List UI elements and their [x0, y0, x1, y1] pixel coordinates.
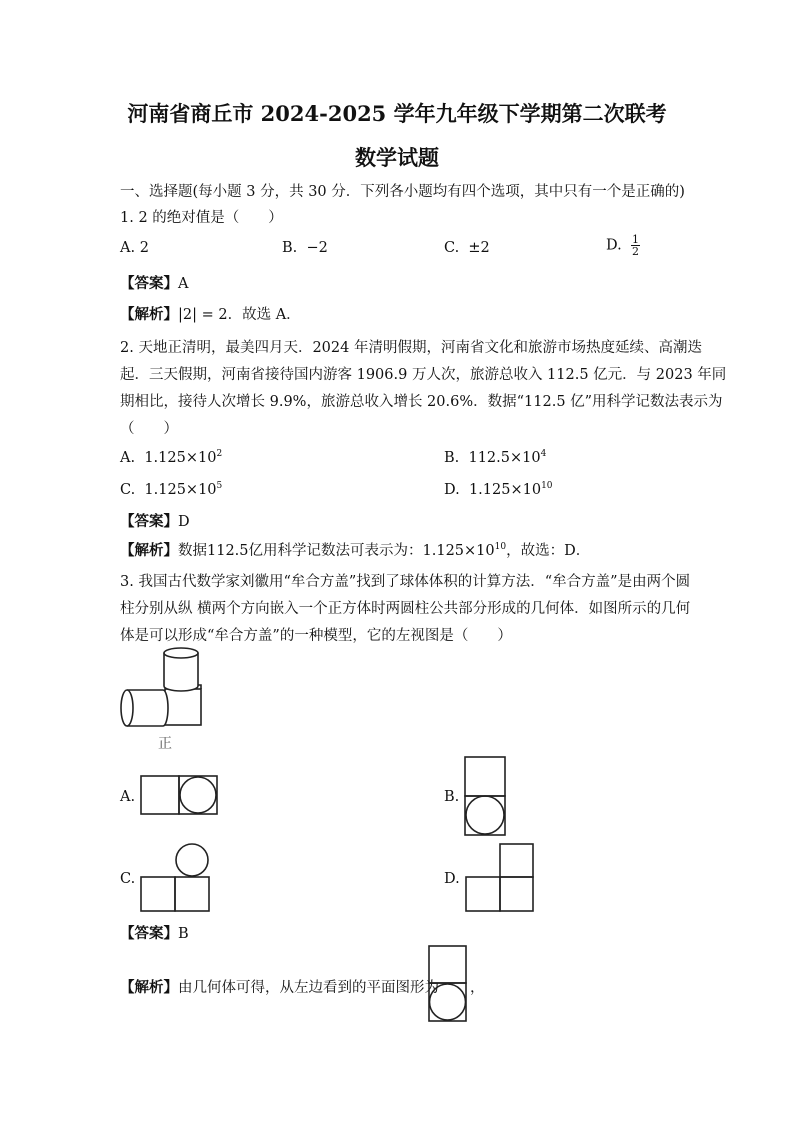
- q3-option-d-figure: [465, 843, 535, 913]
- cube-front-face: [165, 689, 201, 725]
- square: [500, 844, 533, 877]
- q1-option-b: [282, 240, 328, 256]
- section-heading: 一、选择题(每小题 3 分，共 30 分．下列各小题均有四个选项，其中只有一个是正确的): [120, 184, 685, 200]
- q3-option-b-figure: [464, 756, 506, 836]
- q3-option-b-label: B.: [444, 789, 460, 805]
- option-value: ±2: [468, 240, 490, 256]
- square: [466, 877, 500, 911]
- fraction: [631, 234, 640, 257]
- q2-line-2: 起．三天假期，河南省接待国内游客 1906.9 万人次，旅游总收入 112.5 亿元．与 2023 年同: [120, 367, 727, 383]
- q3-line-3: 体是可以形成“牟合方盖”的一种模型，它的左视图是（ ）: [120, 628, 512, 644]
- option-label: C.: [120, 481, 136, 498]
- q2-line-3: 期相比，接待人次增长 9.9%，旅游总收入增长 20.6%．数据“112.5 亿”用科学记数法表示为: [120, 394, 723, 410]
- q2-option-b: [444, 449, 546, 466]
- option-label: B.: [444, 449, 460, 466]
- q3-analysis-end: ，: [470, 980, 485, 996]
- front-view-label: 正: [158, 736, 172, 752]
- square: [500, 877, 533, 911]
- option-label: C.: [444, 240, 460, 256]
- q3-option-a-figure: [140, 775, 220, 815]
- answer-tag: 【答案】: [120, 275, 178, 292]
- solid-model-figure: [115, 645, 215, 740]
- q1-option-c: [444, 240, 490, 256]
- q1-answer: [120, 272, 188, 293]
- option-base: 1.125×10: [144, 449, 217, 466]
- option-label: B.: [282, 240, 298, 256]
- q1-stem: 1. 2 的绝对值是（ ）: [120, 210, 283, 226]
- option-label: A.: [120, 449, 136, 466]
- circle: [430, 984, 466, 1020]
- q2-analysis: [120, 539, 590, 560]
- analysis-tag: 【解析】: [120, 979, 178, 996]
- answer-value: A: [178, 276, 189, 292]
- horizontal-cylinder-end: [121, 690, 133, 726]
- exam-subtitle: 数学试题: [355, 145, 439, 170]
- option-base: 112.5×10: [468, 449, 541, 466]
- square: [141, 776, 179, 814]
- q2-option-c: [120, 481, 222, 498]
- circle: [466, 796, 504, 834]
- exam-title: 河南省商丘市 2024-2025 学年九年级下学期第二次联考: [127, 101, 667, 126]
- analysis-text: 数据112.5亿用科学记数法可表示为：: [178, 543, 423, 559]
- analysis-tag: 【解析】: [120, 306, 178, 323]
- q3-line-1: 3. 我国古代数学家刘徽用“牟合方盖”找到了球体体积的计算方法．“牟合方盖”是由两个圆: [120, 574, 691, 590]
- analysis-math: 1.125×10: [422, 543, 495, 559]
- q1-option-d: [606, 234, 640, 257]
- square: [141, 877, 175, 911]
- answer-tag: 【答案】: [120, 925, 178, 942]
- answer-tag: 【答案】: [120, 513, 178, 530]
- fraction-denominator: 2: [631, 245, 639, 258]
- option-base: 1.125×10: [144, 481, 217, 498]
- square: [179, 776, 217, 814]
- q3-option-d-label: D.: [444, 871, 460, 887]
- analysis-tag: 【解析】: [120, 542, 178, 559]
- option-label: D.: [606, 237, 622, 254]
- vertical-cylinder-top: [164, 648, 198, 658]
- analysis-exponent: 10: [494, 542, 507, 553]
- answer-value: B: [178, 926, 189, 942]
- square: [429, 946, 466, 983]
- answer-value: D: [178, 514, 190, 530]
- q3-analysis: [120, 976, 439, 997]
- fraction-numerator: 1: [631, 233, 639, 246]
- option-exponent: 4: [540, 449, 547, 459]
- q1-analysis: [120, 303, 301, 324]
- q3-option-c-figure: [140, 843, 212, 913]
- option-exponent: 10: [541, 481, 553, 491]
- analysis-text-end: ，故选：D．: [506, 543, 591, 559]
- square: [175, 877, 209, 911]
- q2-line-1: 2. 天地正清明，最美四月天．2024 年清明假期，河南省文化和旅游市场热度延续、高潮迭: [120, 340, 702, 356]
- circle: [176, 844, 208, 876]
- q1-option-a: A. 2: [120, 240, 149, 256]
- option-exponent: 2: [216, 449, 223, 459]
- option-label: D.: [444, 481, 460, 498]
- option-base: 1.125×10: [468, 481, 542, 498]
- analysis-text: ．故选 A．: [227, 307, 301, 323]
- circle: [180, 777, 216, 813]
- q3-answer: [120, 922, 189, 943]
- q2-option-d: [444, 481, 553, 498]
- q2-option-a: [120, 449, 222, 466]
- q2-answer: [120, 510, 190, 531]
- option-value: −2: [306, 240, 328, 256]
- q3-line-2: 柱分别从纵 横两个方向嵌入一个正方体时两圆柱公共部分形成的几何体．如图所示的几何: [120, 601, 691, 617]
- square: [465, 757, 505, 796]
- option-exponent: 5: [216, 481, 223, 491]
- q3-analysis-figure: [428, 945, 468, 1023]
- q3-option-c-label: C.: [120, 871, 136, 887]
- q3-option-a-label: A.: [120, 789, 136, 805]
- q2-line-4: （ ）: [120, 421, 178, 437]
- analysis-math: |2| = 2: [178, 307, 228, 323]
- analysis-text: 由几何体可得，从左边看到的平面图形为: [178, 980, 439, 996]
